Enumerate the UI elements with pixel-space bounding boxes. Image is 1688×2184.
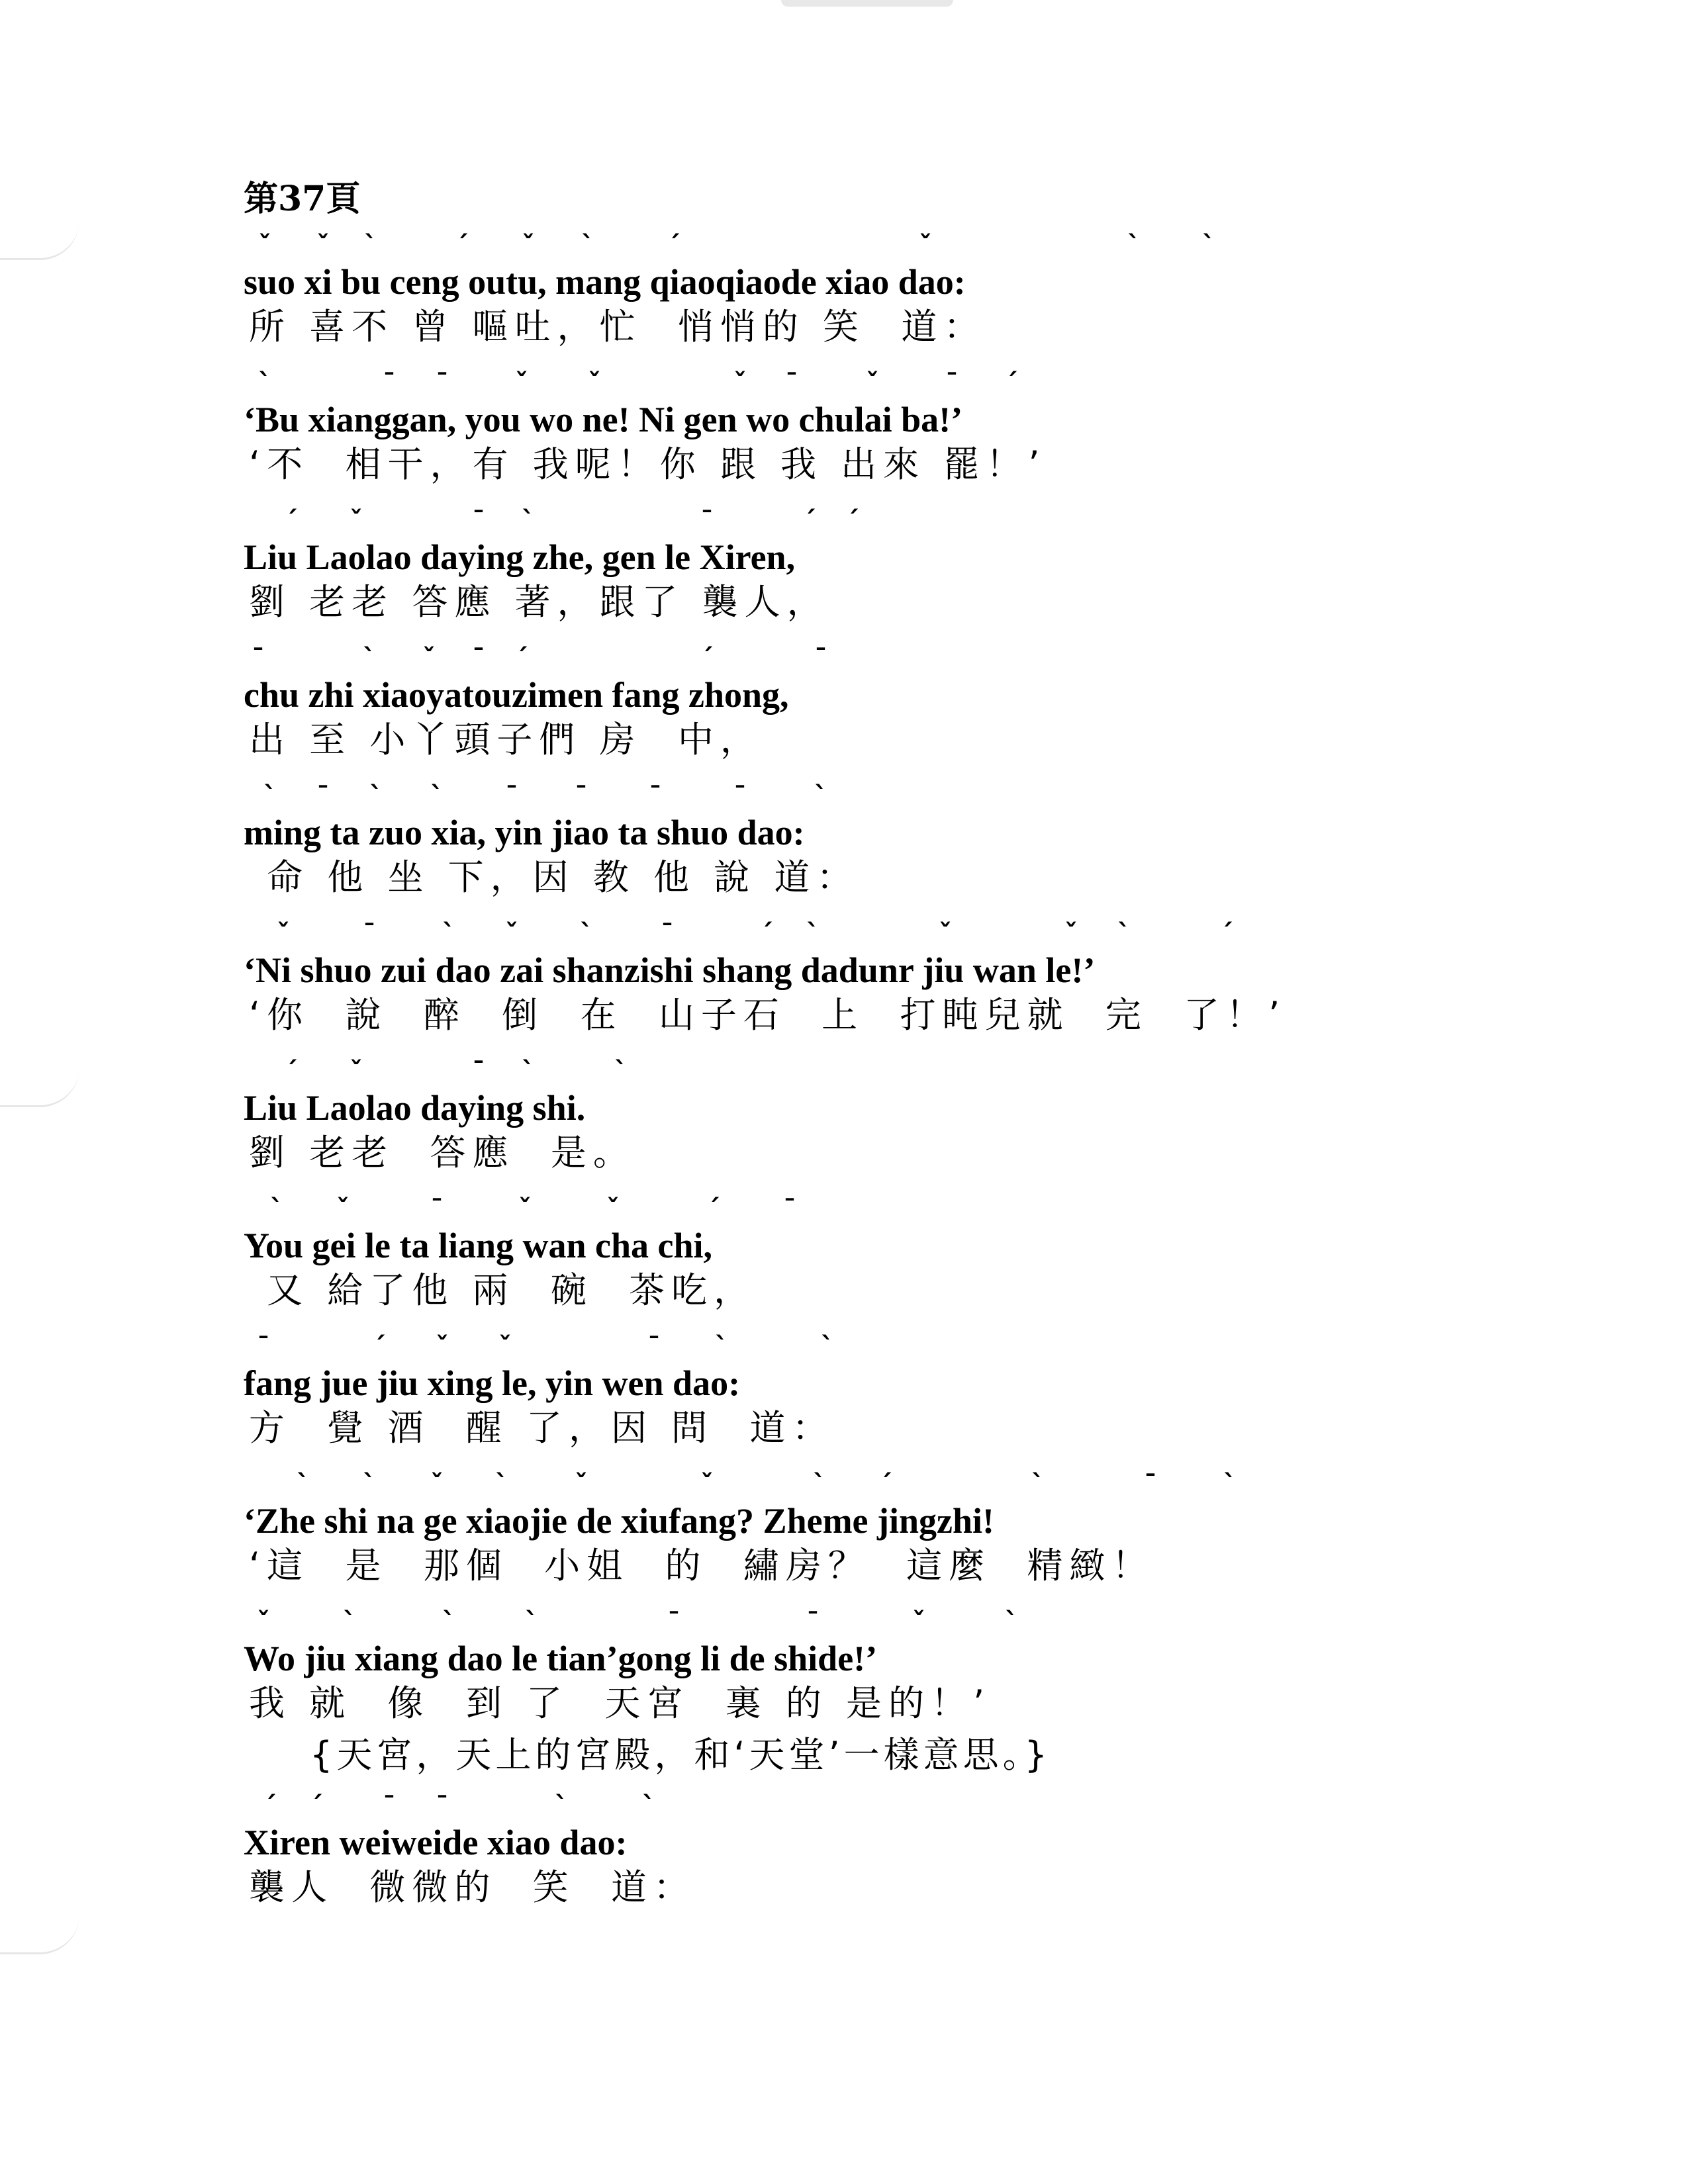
tone-mark: ˊ [879,1470,892,1500]
tone-mark: ˋ [1223,1470,1237,1500]
pinyin-line: ‘Ni shuo zui dao zai shanzishi shang dadunr jiu wan le!’ [244,950,1096,990]
tone-mark: ˋ [258,369,271,399]
tone-mark: ˊ [1220,919,1233,950]
tone-mark: ˋ [814,782,827,812]
tone-mark: ˉ [575,782,588,812]
hanzi-line: 方 覺 酒 醒 了，因 問 道： [249,1407,835,1449]
pinyin-line: fang jue jiu xing le, yin wen dao: [244,1363,741,1403]
tone-mark: ˊ [263,1792,277,1822]
pinyin-line: Liu Laolao daying zhe, gen le Xiren, [244,537,796,577]
tone-mark: ˉ [661,919,674,950]
hanzi-line: 襲人 微微的 笑 道： [249,1866,696,1908]
tone-mark: ˇ [912,1608,925,1638]
stanza-8 [244,1197,1568,1314]
tone-mark: ˇ [257,1608,270,1638]
pinyin-line: Liu Laolao daying shi. [244,1088,586,1128]
stanza-1 [244,233,1568,351]
binder-hole-mark [0,1066,79,1107]
page-number: 第37頁 [244,179,361,219]
tone-mark: ˉ [785,369,798,399]
stanza-6 [244,921,1568,1039]
tone-mark: ˋ [525,1608,538,1638]
tone-marks [244,1197,1568,1224]
tone-mark: ˋ [1202,231,1215,261]
tone-marks [244,1059,1568,1087]
tone-mark: ˉ [505,782,518,812]
stanza-10 [244,1472,1568,1590]
pinyin-line: ‘Bu xianggan, you wo ne! Ni gen wo chulai ba!’ [244,400,963,439]
tone-mark: ˋ [343,1608,356,1638]
tone-mark: ˇ [919,231,932,261]
tone-mark: ˇ [498,1332,512,1363]
tone-mark: ˋ [297,1470,310,1500]
tone-marks [244,233,1568,261]
tone-marks [244,646,1568,674]
tone-mark: ˇ [436,1332,449,1363]
tone-mark: ˇ [515,369,528,399]
hanzi-line: 我 就 像 到 了 天宮 裏 的 是的！’ [249,1682,992,1724]
tone-mark: ˇ [1064,919,1078,950]
tone-mark: ˋ [442,919,455,950]
tone-mark: ˇ [733,369,747,399]
tone-marks [244,1610,1568,1637]
tone-mark: ˋ [1127,231,1141,261]
tone-mark: ˇ [336,1195,350,1225]
tone-mark: ˉ [814,644,827,674]
tone-mark: ˉ [472,1057,485,1087]
tone-mark: ˊ [760,919,773,950]
tone-mark: ˇ [422,644,436,674]
tone-mark: ˋ [522,506,535,537]
tone-mark: ˊ [803,506,816,537]
tone-mark: ˇ [518,1195,532,1225]
stanza-5 [244,784,1568,901]
tone-mark: ˊ [455,231,469,261]
tone-mark: ˋ [263,782,277,812]
tone-mark: ˊ [285,506,298,537]
tone-mark: ˇ [522,231,535,261]
tone-mark: ˉ [383,1792,396,1822]
tone-mark: ˊ [373,1332,386,1363]
tone-mark: ˉ [363,919,376,950]
tone-marks [244,784,1568,811]
pinyin-line: chu zhi xiaoyatouzimen fang zhong, [244,675,789,715]
pinyin-line: ‘Zhe shi na ge xiaojie de xiufang? Zheme jingzhi! [244,1501,995,1541]
tone-mark: ˇ [430,1470,444,1500]
tone-mark: ˉ [667,1608,680,1638]
tone-mark: ˉ [430,1195,444,1225]
tone-mark: ˋ [522,1057,535,1087]
tone-mark: ˋ [1005,1608,1018,1638]
tone-mark: ˉ [649,782,662,812]
tone-mark: ˋ [555,1792,568,1822]
pinyin-line: You gei le ta liang wan cha chi, [244,1226,713,1265]
tone-mark: ˊ [1005,369,1018,399]
tone-mark: ˋ [495,1470,508,1500]
stanza-2 [244,371,1568,488]
binder-hole-mark [0,218,79,260]
tone-mark: ˋ [581,231,594,261]
tone-mark: ˉ [257,1332,270,1363]
tone-marks [244,1794,1568,1821]
hanzi-line: 所 喜不 曾 嘔吐，忙 悄悄的 笑 道： [249,306,986,347]
binder-hole-mark [0,1913,79,1954]
tone-mark: ˊ [707,1195,720,1225]
tone-mark: ˋ [270,1195,283,1225]
hanzi-line: ‘這 是 那個 小姐 的 繡房？ 這麼 精緻！ [249,1545,1154,1586]
tone-mark: ˉ [783,1195,796,1225]
stanza-7 [244,1059,1568,1177]
stanza-9 [244,1334,1568,1452]
tone-marks [244,1472,1568,1500]
tone-mark: ˋ [806,919,820,950]
hanzi-line: ‘不 相干，有 我呢！你 跟 我 出來 罷！’ [249,443,1047,485]
hanzi-line: 劉 老老 答應 著，跟了 襲人， [249,581,829,623]
tone-mark: ˋ [363,1470,376,1500]
hanzi-line: 出 至 小丫頭子們 房 中， [249,719,763,760]
tone-mark: ˉ [945,369,959,399]
tone-mark: ˉ [806,1608,820,1638]
tone-mark: ˉ [252,644,265,674]
tone-mark: ˉ [1144,1470,1157,1500]
tone-mark: ˋ [369,782,383,812]
pinyin-line: Wo jiu xiang dao le tian’gong li de shide!’ [244,1639,878,1678]
tone-mark: ˋ [813,1470,826,1500]
tone-mark: ˉ [700,506,714,537]
tone-mark: ˇ [939,919,952,950]
tone-mark: ˋ [363,644,376,674]
tone-mark: ˉ [436,1792,449,1822]
tone-mark: ˋ [1117,919,1131,950]
pinyin-line: ming ta zuo xia, yin jiao ta shuo dao: [244,813,805,852]
tone-mark: ˇ [277,919,290,950]
tone-mark: ˋ [614,1057,628,1087]
tone-mark: ˊ [310,1792,323,1822]
tone-mark: ˇ [866,369,879,399]
tone-marks [244,508,1568,536]
tone-mark: ˉ [316,782,330,812]
tone-mark: ˋ [430,782,444,812]
tone-marks [244,371,1568,398]
tone-marks [244,1334,1568,1362]
tone-mark: ˋ [642,1792,655,1822]
tone-mark: ˊ [285,1057,298,1087]
tone-mark: ˋ [715,1332,728,1363]
tone-mark: ˇ [588,369,601,399]
tone-mark: ˇ [575,1470,588,1500]
pinyin-line: Xiren weiweide xiao dao: [244,1823,628,1862]
footnote: {天宮，天上的宮殿，和‘天堂’一樣意思。} [310,1734,1052,1776]
tone-mark: ˉ [436,369,449,399]
tone-mark: ˉ [733,782,747,812]
hanzi-line: 命 他 坐 下，因 教 他 說 道： [249,856,859,898]
tone-marks [244,921,1568,949]
hanzi-line: 劉 老老 答應 是。 [249,1132,635,1173]
pinyin-line: suo xi bu ceng outu, mang qiaoqiaode xiao dao: [244,262,966,302]
tone-mark: ˋ [580,919,593,950]
tone-mark: ˇ [505,919,518,950]
tone-mark: ˊ [515,644,528,674]
stanza-11 [244,1610,1568,1779]
tone-mark: ˉ [472,506,485,537]
tone-mark: ˉ [647,1332,661,1363]
stanza-3 [244,508,1568,626]
stanza-4 [244,646,1568,764]
tone-mark: ˋ [821,1332,834,1363]
hanzi-line: ‘你 說 醉 倒 在 山子石 上 打盹兒就 完 了！’ [249,994,1287,1036]
tone-mark: ˋ [442,1608,455,1638]
scan-artifact [781,0,953,7]
tone-mark: ˇ [258,231,271,261]
tone-mark: ˊ [846,506,859,537]
stanza-12 [244,1794,1568,1911]
tone-mark: ˇ [606,1195,620,1225]
tone-mark: ˉ [383,369,396,399]
hanzi-line: 又 給了他 兩 碗 茶吃， [249,1269,757,1311]
tone-mark: ˋ [1031,1470,1045,1500]
tone-mark: ˊ [667,231,680,261]
tone-mark: ˇ [350,1057,363,1087]
tone-mark: ˋ [364,231,377,261]
tone-mark: ˉ [472,644,485,674]
tone-mark: ˊ [700,644,714,674]
tone-mark: ˇ [350,506,363,537]
tone-mark: ˇ [700,1470,714,1500]
tone-mark: ˇ [316,231,330,261]
